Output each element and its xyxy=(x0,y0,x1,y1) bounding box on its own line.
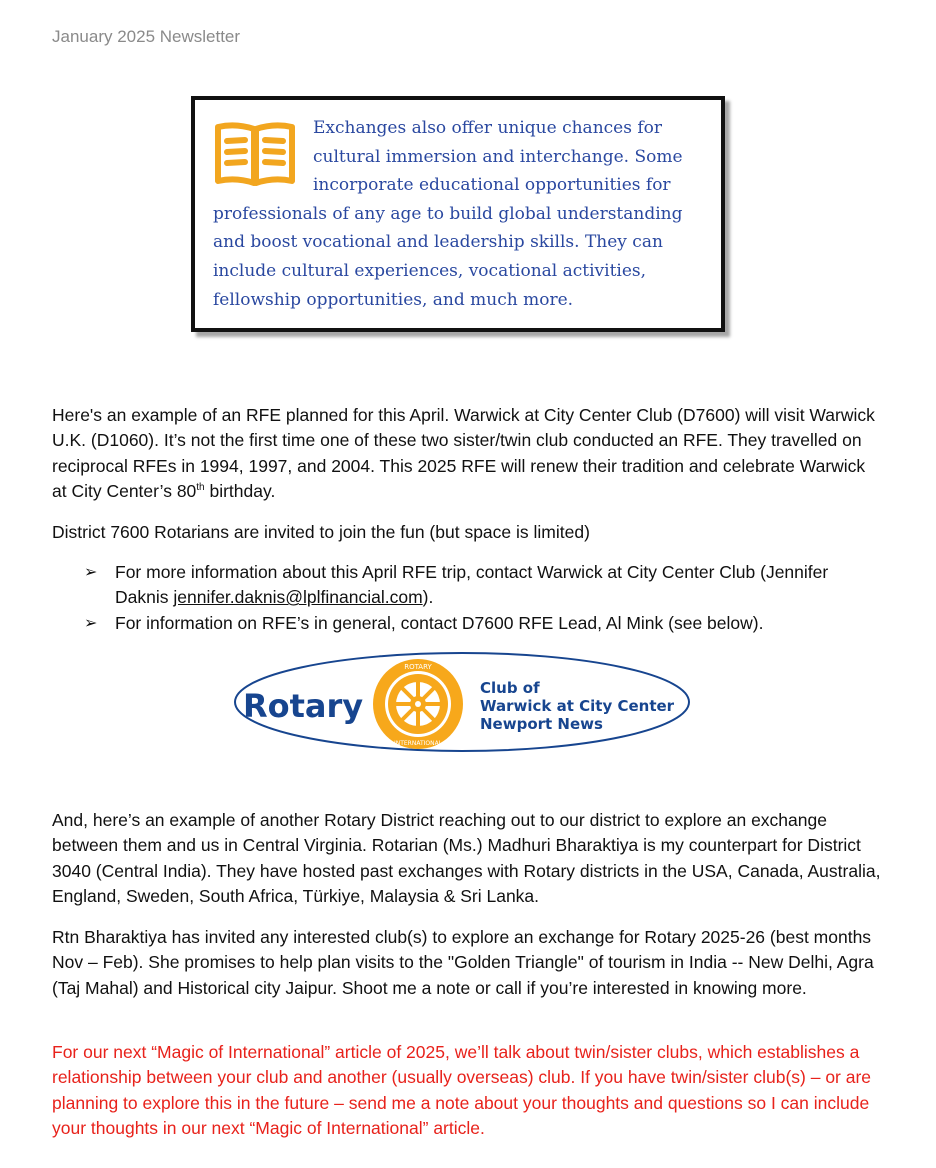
bullet-tail: ). xyxy=(422,587,434,608)
wheel-bottom-text: INTERNATIONAL xyxy=(393,740,443,747)
bullet-text: For information on RFE’s in general, contact D7600 RFE Lead, Al Mink (see below). xyxy=(115,612,764,633)
paragraph-text: Here's an example of an RFE planned for this April. Warwick at City Center Club (D7600) will visit Warwick U.K. (D1060). It’s not the first time one of these two sister/twin club conducted an RFE. They travelled on reciprocal RFEs in 1994, 1997, and 2004. This 2025 RFE will renew their tradition and celebrate Warwick at City Center’s 80 xyxy=(52,405,875,501)
rfe-example-paragraph xyxy=(52,403,882,504)
callout-text-block xyxy=(213,114,719,314)
newsletter-header: January 2025 Newsletter xyxy=(52,27,241,46)
contact-bullet-list xyxy=(84,560,884,636)
email-link[interactable]: jennifer.daknis@lplfinancial.com xyxy=(173,587,423,608)
rotary-club-logo xyxy=(233,651,691,753)
list-item xyxy=(84,611,884,636)
golden-triangle-paragraph: Rtn Bharaktiya has invited any interested club(s) to explore an exchange for Rotary 2025-26 (best months Nov – Feb). She promises to help plan visits to the "Golden Triangle" of tourism in India -- New Delhi, Agra (Taj Mahal) and Historical city Jaipur. Shoot me a note or call if you’re interested in knowing more. xyxy=(52,927,874,998)
callout-box xyxy=(191,96,725,332)
rotary-wordmark: Rotary xyxy=(243,687,364,725)
logo-line-3: Newport News xyxy=(480,715,603,733)
wheel-top-text: ROTARY xyxy=(404,663,432,671)
list-item xyxy=(84,560,884,611)
logo-line-2: Warwick at City Center xyxy=(480,697,675,715)
callout-text: Exchanges also offer unique chances for cultural immersion and interchange. Some incorporate educational opportunities for professionals of any age to build global understanding and boost vocational and leadership skills. They can include cultural experiences, vocational activities, fellowship opportunities, and much more. xyxy=(213,118,683,310)
paragraph-tail: birthday. xyxy=(204,480,276,501)
arrow-bullet-icon: ➢ xyxy=(84,614,98,632)
ordinal-suffix: th xyxy=(196,482,205,494)
next-article-paragraph: For our next “Magic of International” article of 2025, we’ll talk about twin/sister clubs, which establishes a relationship between your club and another (usually overseas) club. If you have twin/sister club(s) – or are planning to explore this in the future – send me a note about your thoughts and questions so I can include your thoughts in our next “Magic of International” article. xyxy=(52,1042,872,1138)
bullet-text: For more information about this April RFE trip, contact Warwick at City Center Club (Jennifer Daknis xyxy=(115,562,829,608)
invitation-paragraph: District 7600 Rotarians are invited to join the fun (but space is limited) xyxy=(52,522,590,542)
arrow-bullet-icon: ➢ xyxy=(84,564,98,581)
logo-line-1: Club of xyxy=(480,679,540,697)
rotary-wheel-icon xyxy=(373,659,463,749)
district-3040-paragraph: And, here’s an example of another Rotary District reaching out to our district to explore an exchange between them and us in Central Virginia. Rotarian (Ms.) Madhuri Bharaktiya is my counterpart for District 3040 (Central India). They have hosted past exchanges with Rotary districts in the USA, Canada, Australia, England, Sweden, South Africa, Türkiye, Malaysia & Sri Lanka. xyxy=(52,810,881,906)
